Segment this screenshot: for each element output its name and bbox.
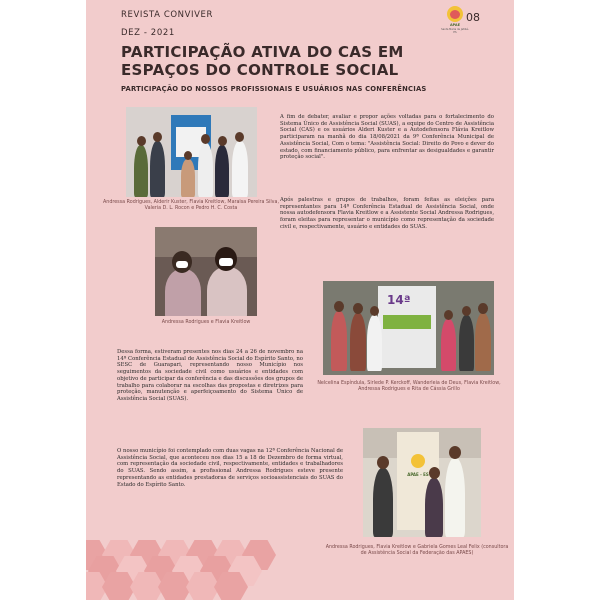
paragraph-4: O nosso município foi contemplado com duas vagas na 12ª Conferência Nacional de Assistência Social, que aconteceu nos dias 15 a 18 de Dezembro de forma virtual, com representação da sociedade civil, respectivamente, entidades e trabalhadores do SUAS. Sendo assim, a profissional Andressa Rodrigues esteve presente representando as entidades prestadoras de serviços socioassistenciais do SUAS do Estado do Espírito Santo. [117,448,343,488]
issue-date: DEZ - 2021 [121,28,175,38]
photo-two-women [155,227,257,316]
flower-shape [450,10,460,19]
magazine-name: REVISTA CONVIVER [121,10,214,20]
photo-group-conference [126,107,257,197]
paragraph-3: Dessa forma, estiveram presentes nos dias 24 a 26 de novembro na 14ª Conferência Estadual de Assistência Social do Espírito Santo, no SESC de Guarapari, representando nosso Município nos seguimentos da sociedade civil como usuários e entidades com objetivo de participar da conferência e das discussões dos grupos de trabalho para colaborar na escolhas das propostas e diretrizes para proteção, manutenção e aperfeiçoamento do Sistema Único de Assistência Social (SUAS). [117,349,303,402]
caption-photo2: Andressa Rodrigues e Flavia Kreitlow [161,320,251,325]
page-number: 08 [466,11,480,24]
paragraph-2: Após palestras e grupos de trabalhos, foram feitas as eleições para representantes para 14ª Conferência Estadual de Assistência Social, onde nossa autodefensora Flavia Kreitlow e a Assistente Social Andressa Rodrigues, foram eleitas para representar o município como representação da sociedade civil e, respectivamente, usuário e entidades do SUAS. [280,197,494,230]
photo-apae-banner [363,428,481,537]
paragraph-1: A fim de debater, avaliar e propor ações voltadas para o fortalecimento do Sistema Único de Assistência Social (SUAS), a equipe do Centro de Assistência Social (CAS) e os usuários Alderi Kuster e a Autodefensora Flávia Kreitlow participaram na manhã do dia 18/08/2021 da 9ª Conferência Municipal de Assistência Social, Com o tema: "Assistência Social: Direito do Povo e dever do estado, com financiamento público, para enfrentar as desigualdades e garantir proteção social". [280,114,494,161]
photo-group-banner [323,281,494,375]
article-subtitle: PARTICIPAÇÃO DO NOSSOS PROFISSIONAIS E USUÁRIOS NAS CONFERÊNCIAS [121,85,427,93]
banner-logo-text: APAE - ES [407,472,429,477]
caption-photo3: Nelcelina Espíndula, Sirlede P. Kerckoff, Wanderleia de Deus, Flavia Kreitlow, Andressa Rodrigues e Rita de Cássia Grillo [317,381,501,392]
caption-photo1: Andressa Rodrigues, Alderir Kuster, Flavia Kreitlow, Maraisa Pereira Silva, Valeria D. L. Rocon e Pedro H. C. Costa [103,200,279,211]
apae-logo [441,6,469,36]
logo-name: APAE [449,23,461,27]
banner-badge: 14ª [387,293,411,307]
logo-subtitle: Santa Maria de Jetibá-ES [441,28,469,34]
article-title: PARTICIPAÇÃO ATIVA DO CAS EM ESPAÇOS DO CONTROLE SOCIAL [121,43,404,79]
caption-photo4: Andressa Rodrigues, Flavia Kreitlow e Gabriela Gomes Leal Felix (consultora de Assistência Social da Federação das APAES) [325,545,509,556]
magazine-page [86,0,514,600]
